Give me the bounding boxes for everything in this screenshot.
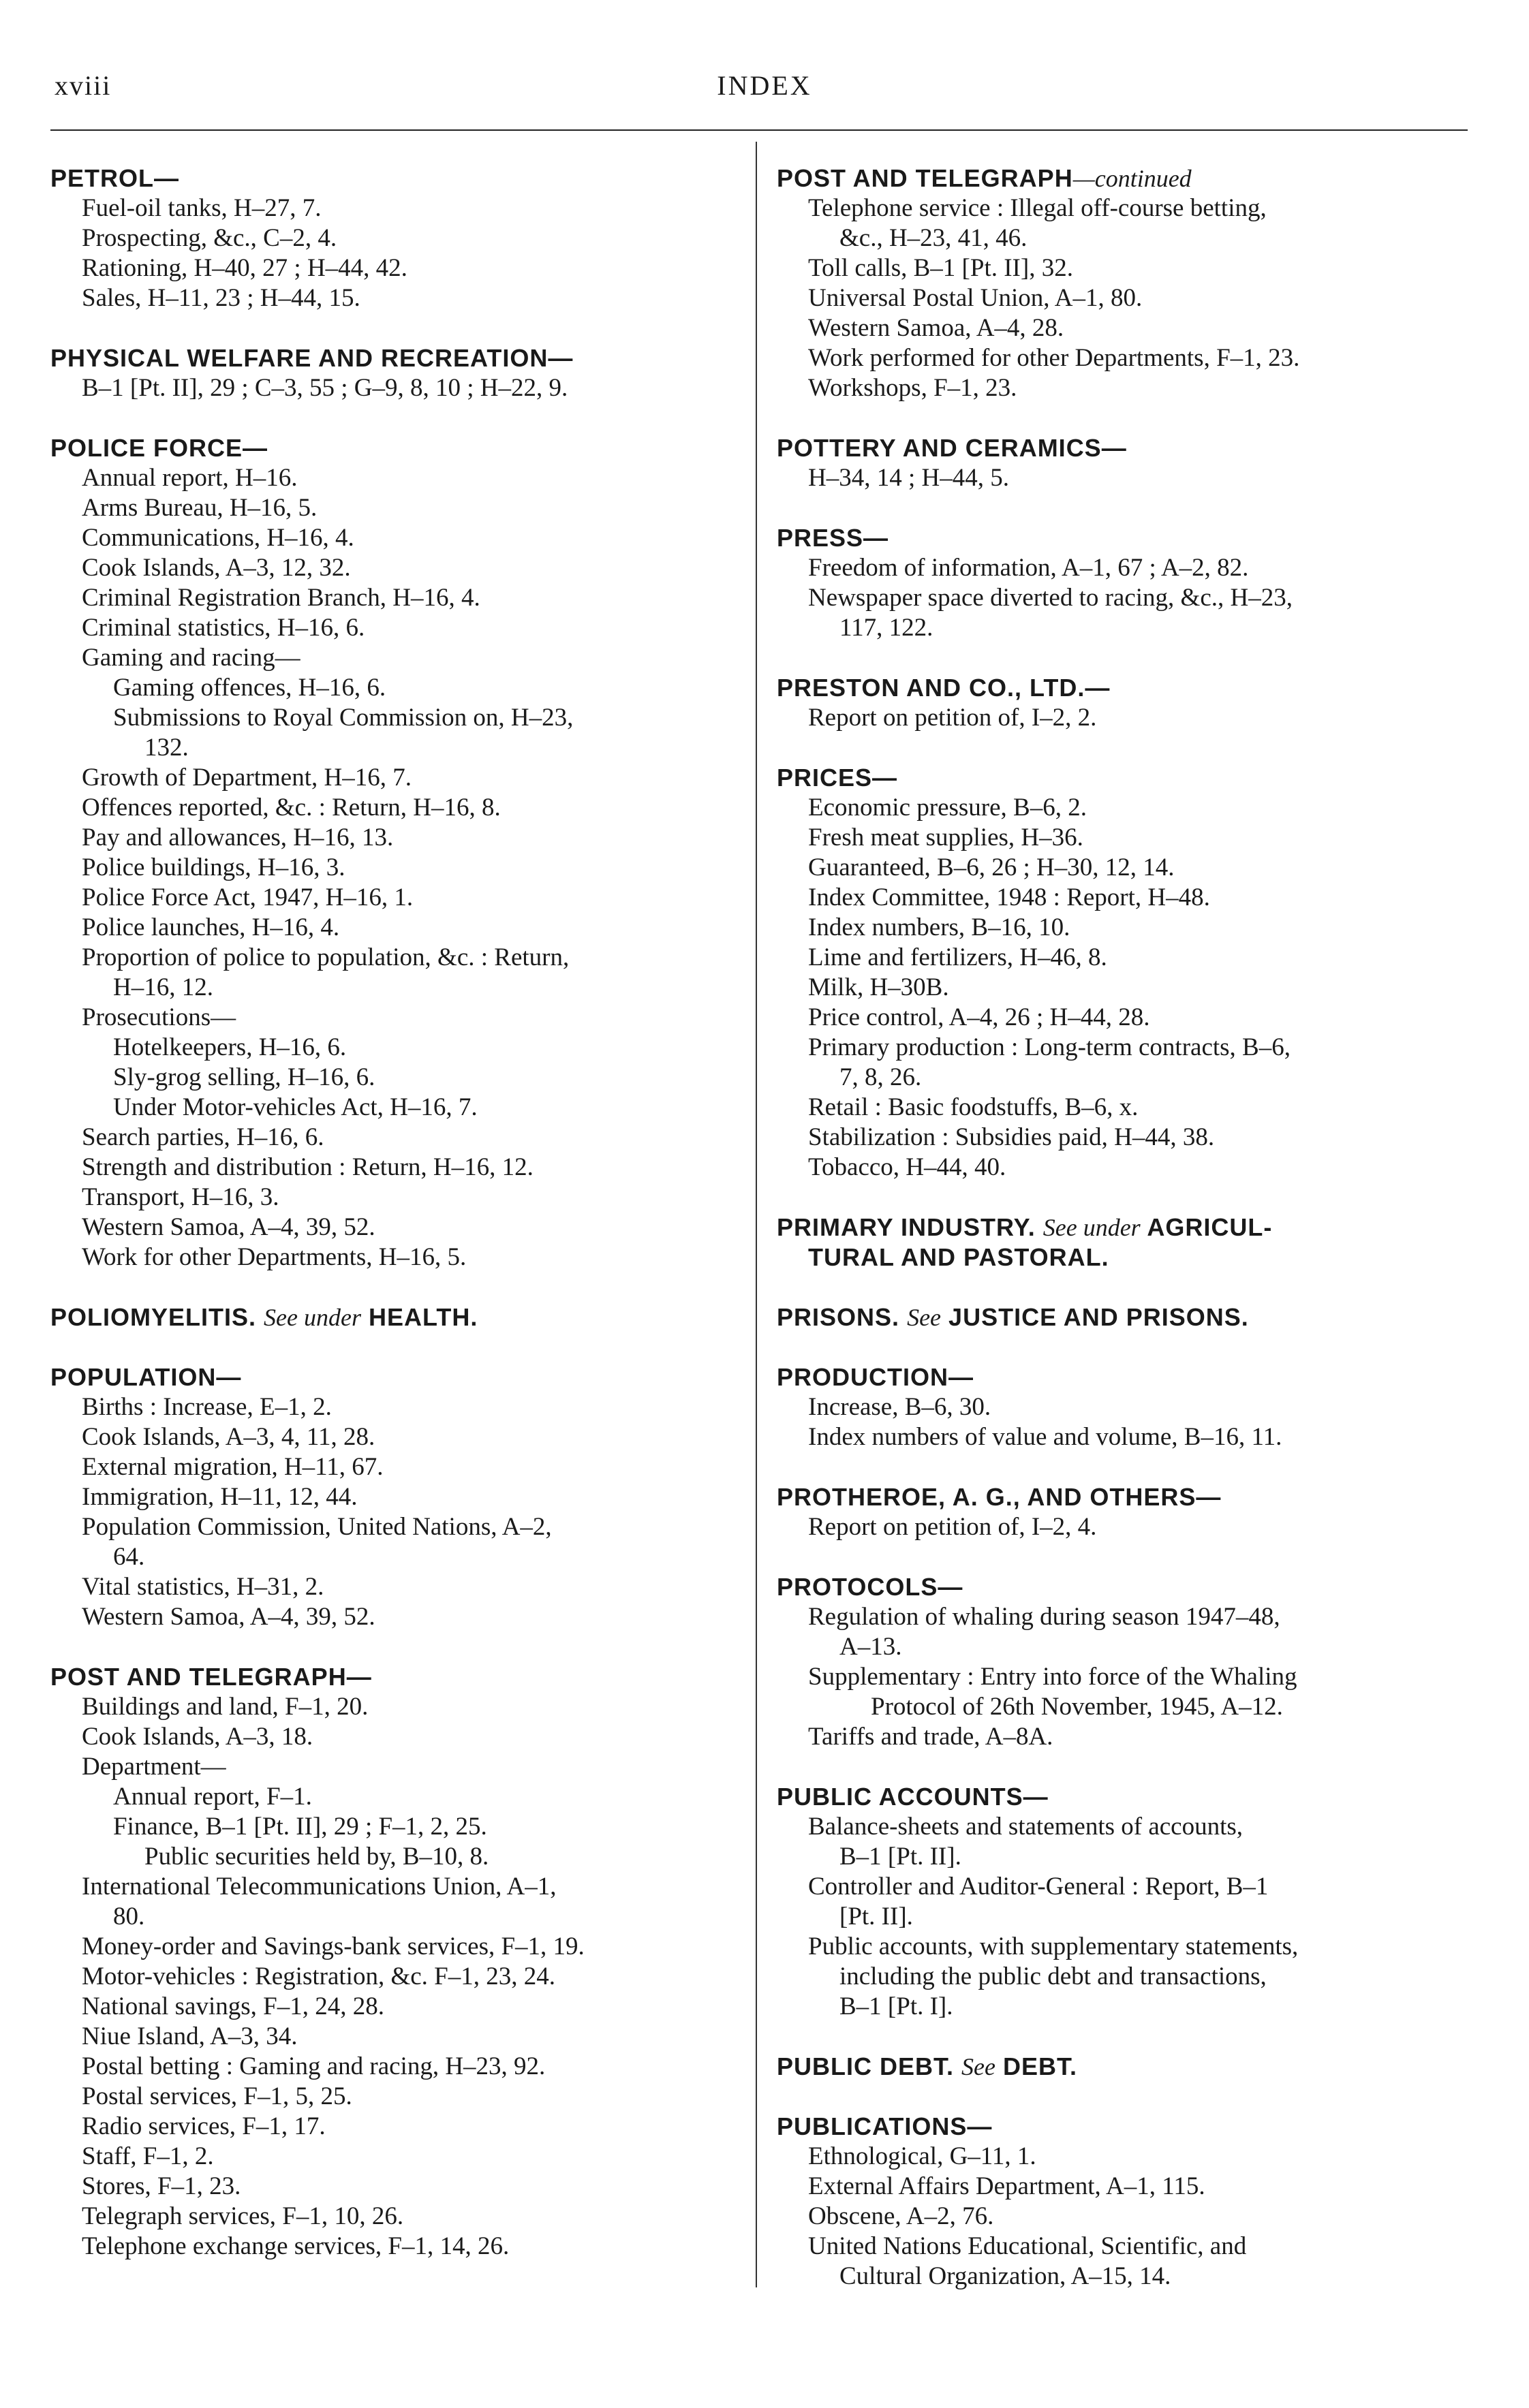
entry-line: Hotelkeepers, H–16, 6. bbox=[113, 1033, 347, 1061]
entry-line: Report on petition of, I–2, 2. bbox=[808, 704, 1097, 732]
entry-line: B–1 [Pt. I]. bbox=[839, 1992, 953, 2020]
entry-heading: PROTHEROE, A. G., AND OTHERS— bbox=[777, 1483, 1222, 1511]
entry-line: Public accounts, with supplementary statements, bbox=[808, 1933, 1299, 1960]
entry-line: External migration, H–11, 67. bbox=[82, 1453, 384, 1481]
entry-line: Increase, B–6, 30. bbox=[808, 1393, 991, 1421]
entry-line: Freedom of information, A–1, 67 ; A–2, 82. bbox=[808, 554, 1249, 582]
entry-line: Money-order and Savings-bank services, F–1, 19. bbox=[82, 1933, 585, 1960]
entry-line: Cook Islands, A–3, 18. bbox=[82, 1723, 313, 1751]
entry-line: Protocol of 26th November, 1945, A–12. bbox=[871, 1693, 1283, 1721]
page-number: xviii bbox=[55, 70, 112, 101]
entry-line: Proportion of police to population, &c. : Return, bbox=[82, 943, 570, 971]
entry-line: Police buildings, H–16, 3. bbox=[82, 854, 345, 881]
left-column bbox=[50, 163, 732, 2262]
heading-term: PRIMARY INDUSTRY. bbox=[777, 1213, 1036, 1241]
entry-line: National savings, F–1, 24, 28. bbox=[82, 1992, 384, 2020]
entry-line: Universal Postal Union, A–1, 80. bbox=[808, 284, 1143, 312]
entry-line: Postal services, F–1, 5, 25. bbox=[82, 2082, 352, 2110]
entry-line: Western Samoa, A–4, 39, 52. bbox=[82, 1603, 375, 1631]
entry-line: Tariffs and trade, A–8A. bbox=[808, 1723, 1053, 1751]
entry-line: International Telecommunications Union, A–1, bbox=[82, 1873, 557, 1901]
entry-line: [Pt. II]. bbox=[839, 1903, 913, 1930]
entry-line: Strength and distribution : Return, H–16, 12. bbox=[82, 1153, 534, 1181]
entry-line: Report on petition of, I–2, 4. bbox=[808, 1513, 1097, 1541]
entry-line: Annual report, H–16. bbox=[82, 464, 298, 492]
entry-heading: PETROL— bbox=[50, 164, 180, 192]
entry-line: Western Samoa, A–4, 28. bbox=[808, 314, 1064, 342]
entry-line: Obscene, A–2, 76. bbox=[808, 2202, 994, 2230]
entry-line: Communications, H–16, 4. bbox=[82, 524, 354, 552]
entry-line: Cook Islands, A–3, 12, 32. bbox=[82, 554, 351, 582]
entry-line: Western Samoa, A–4, 39, 52. bbox=[82, 1213, 375, 1241]
entry-line: Work for other Departments, H–16, 5. bbox=[82, 1243, 467, 1271]
heading-term: POST AND TELEGRAPH bbox=[777, 164, 1073, 192]
entry-line: Criminal statistics, H–16, 6. bbox=[82, 614, 365, 642]
entry-line: 7, 8, 26. bbox=[839, 1063, 922, 1091]
see-under: See under bbox=[264, 1304, 361, 1331]
see-label: See bbox=[907, 1304, 942, 1331]
entry-line: Ethnological, G–11, 1. bbox=[808, 2142, 1036, 2170]
entry-line: Arms Bureau, H–16, 5. bbox=[82, 494, 318, 522]
entry-line: Prosecutions— bbox=[82, 1003, 236, 1031]
entry-line: 117, 122. bbox=[839, 614, 933, 642]
header-rule bbox=[50, 129, 1468, 131]
entry-heading: PRESTON AND CO., LTD.— bbox=[777, 674, 1111, 702]
entry-line: Supplementary : Entry into force of the Whaling bbox=[808, 1663, 1297, 1691]
entry-line: Search parties, H–16, 6. bbox=[82, 1123, 324, 1151]
entry-line: &c., H–23, 41, 46. bbox=[839, 224, 1028, 252]
entry-line: Sales, H–11, 23 ; H–44, 15. bbox=[82, 284, 360, 312]
entry-line: Controller and Auditor-General : Report, B–1 bbox=[808, 1873, 1269, 1901]
entry-heading: PROTOCOLS— bbox=[777, 1573, 963, 1601]
entry-line: Criminal Registration Branch, H–16, 4. bbox=[82, 584, 480, 612]
entry-line: H–16, 12. bbox=[113, 973, 213, 1001]
entry-line: Work performed for other Departments, F–1, 23. bbox=[808, 344, 1300, 372]
entry-line: Retail : Basic foodstuffs, B–6, x. bbox=[808, 1093, 1139, 1121]
entry-line: Public securities held by, B–10, 8. bbox=[144, 1843, 489, 1871]
entry-line: Telephone exchange services, F–1, 14, 26. bbox=[82, 2232, 510, 2260]
cross-reference-cont: TURAL AND PASTORAL. bbox=[808, 1243, 1109, 1271]
column-divider bbox=[756, 142, 757, 2287]
entry-line: Radio services, F–1, 17. bbox=[82, 2112, 326, 2140]
entry-heading: POPULATION— bbox=[50, 1363, 242, 1391]
entry-line: Cook Islands, A–3, 4, 11, 28. bbox=[82, 1423, 375, 1451]
entry-line: Gaming and racing— bbox=[82, 644, 300, 672]
entry-line: Transport, H–16, 3. bbox=[82, 1183, 279, 1211]
entry-line: B–1 [Pt. II], 29 ; C–3, 55 ; G–9, 8, 10 ; H–22, 9. bbox=[82, 374, 568, 402]
entry-line: Tobacco, H–44, 40. bbox=[808, 1153, 1006, 1181]
entry-line: Buildings and land, F–1, 20. bbox=[82, 1693, 369, 1721]
entry-heading: PUBLICATIONS— bbox=[777, 2112, 993, 2140]
heading-term: POLIOMYELITIS. bbox=[50, 1303, 257, 1331]
entry-line: 64. bbox=[113, 1543, 145, 1571]
entry-line: Balance-sheets and statements of accounts, bbox=[808, 1813, 1244, 1841]
entry-line: Cultural Organization, A–15, 14. bbox=[839, 2262, 1171, 2290]
continued-label: —continued bbox=[1072, 165, 1192, 192]
entry-line: Stores, F–1, 23. bbox=[82, 2172, 241, 2200]
entry-line: Offences reported, &c. : Return, H–16, 8. bbox=[82, 794, 501, 822]
entry-heading bbox=[777, 163, 1458, 193]
cross-reference: HEALTH. bbox=[369, 1303, 478, 1331]
entry-heading: PRODUCTION— bbox=[777, 1363, 974, 1391]
entry-heading: PRICES— bbox=[777, 764, 898, 792]
right-column bbox=[777, 163, 1458, 2292]
entry-heading bbox=[777, 1302, 1458, 1332]
entry-heading: PRESS— bbox=[777, 524, 889, 552]
entry-line: Postal betting : Gaming and racing, H–23, 92. bbox=[82, 2052, 546, 2080]
entry-line: Telegraph services, F–1, 10, 26. bbox=[82, 2202, 404, 2230]
entry-line: Under Motor-vehicles Act, H–16, 7. bbox=[113, 1093, 478, 1121]
entry-line: Index numbers of value and volume, B–16, 11. bbox=[808, 1423, 1282, 1451]
entry-line: Vital statistics, H–31, 2. bbox=[82, 1573, 324, 1601]
heading-term: PUBLIC DEBT. bbox=[777, 2052, 955, 2080]
entry-line: Niue Island, A–3, 34. bbox=[82, 2022, 298, 2050]
entry-line: Lime and fertilizers, H–46, 8. bbox=[808, 943, 1107, 971]
entry-line: United Nations Educational, Scientific, and bbox=[808, 2232, 1247, 2260]
entry-line: Fuel-oil tanks, H–27, 7. bbox=[82, 194, 322, 222]
entry-heading bbox=[777, 2052, 1458, 2082]
entry-line: Growth of Department, H–16, 7. bbox=[82, 764, 412, 792]
entry-line: Primary production : Long-term contracts, B–6, bbox=[808, 1033, 1291, 1061]
entry-line: Regulation of whaling during season 1947–48, bbox=[808, 1603, 1280, 1631]
entry-heading bbox=[50, 1302, 732, 1332]
entry-heading: PHYSICAL WELFARE AND RECREATION— bbox=[50, 344, 574, 372]
entry-heading: PUBLIC ACCOUNTS— bbox=[777, 1783, 1049, 1811]
entry-line: Police Force Act, 1947, H–16, 1. bbox=[82, 884, 414, 911]
entry-line: Staff, F–1, 2. bbox=[82, 2142, 214, 2170]
entry-line: Annual report, F–1. bbox=[113, 1783, 312, 1811]
entry-line: Motor-vehicles : Registration, &c. F–1, 23, 24. bbox=[82, 1963, 555, 1990]
entry-line: Sly-grog selling, H–16, 6. bbox=[113, 1063, 375, 1091]
entry-line: Workshops, F–1, 23. bbox=[808, 374, 1017, 402]
entry-line: Pay and allowances, H–16, 13. bbox=[82, 824, 394, 851]
entry-line: Immigration, H–11, 12, 44. bbox=[82, 1483, 358, 1511]
entry-line: Rationing, H–40, 27 ; H–44, 42. bbox=[82, 254, 407, 282]
entry-line: 132. bbox=[144, 734, 189, 762]
running-head: INDEX bbox=[717, 70, 812, 101]
entry-line: Finance, B–1 [Pt. II], 29 ; F–1, 2, 25. bbox=[113, 1813, 487, 1841]
entry-heading bbox=[777, 1213, 1458, 1242]
entry-line: H–34, 14 ; H–44, 5. bbox=[808, 464, 1009, 492]
cross-reference: DEBT. bbox=[1003, 2052, 1078, 2080]
entry-line: Submissions to Royal Commission on, H–23, bbox=[113, 704, 574, 732]
entry-line: Gaming offences, H–16, 6. bbox=[113, 674, 386, 702]
entry-heading: POTTERY AND CERAMICS— bbox=[777, 434, 1127, 462]
entry-line: Economic pressure, B–6, 2. bbox=[808, 794, 1087, 822]
entry-line: Department— bbox=[82, 1753, 226, 1781]
entry-line: Toll calls, B–1 [Pt. II], 32. bbox=[808, 254, 1073, 282]
entry-line: Index numbers, B–16, 10. bbox=[808, 913, 1070, 941]
entry-line: Guaranteed, B–6, 26 ; H–30, 12, 14. bbox=[808, 854, 1175, 881]
entry-line: Index Committee, 1948 : Report, H–48. bbox=[808, 884, 1210, 911]
entry-line: Stabilization : Subsidies paid, H–44, 38. bbox=[808, 1123, 1215, 1151]
entry-line: Fresh meat supplies, H–36. bbox=[808, 824, 1083, 851]
entry-line: Price control, A–4, 26 ; H–44, 28. bbox=[808, 1003, 1150, 1031]
see-label: See bbox=[961, 2053, 995, 2080]
entry-line: External Affairs Department, A–1, 115. bbox=[808, 2172, 1205, 2200]
entry-line: 80. bbox=[113, 1903, 145, 1930]
entry-line: A–13. bbox=[839, 1633, 902, 1661]
entry-line: Births : Increase, E–1, 2. bbox=[82, 1393, 332, 1421]
entry-line: Newspaper space diverted to racing, &c., H–23, bbox=[808, 584, 1293, 612]
entry-line: Police launches, H–16, 4. bbox=[82, 913, 340, 941]
entry-heading: POLICE FORCE— bbox=[50, 434, 268, 462]
cross-reference: JUSTICE AND PRISONS. bbox=[948, 1303, 1249, 1331]
see-under: See under bbox=[1042, 1214, 1141, 1241]
entry-heading: POST AND TELEGRAPH— bbox=[50, 1663, 372, 1691]
entry-line: Prospecting, &c., C–2, 4. bbox=[82, 224, 337, 252]
entry-line: Milk, H–30B. bbox=[808, 973, 949, 1001]
entry-line: Population Commission, United Nations, A–2, bbox=[82, 1513, 552, 1541]
entry-line: Telephone service : Illegal off-course betting, bbox=[808, 194, 1267, 222]
heading-term: PRISONS. bbox=[777, 1303, 900, 1331]
entry-line: B–1 [Pt. II]. bbox=[839, 1843, 961, 1871]
cross-reference: AGRICUL- bbox=[1147, 1213, 1273, 1241]
entry-line: including the public debt and transactions, bbox=[839, 1963, 1267, 1990]
